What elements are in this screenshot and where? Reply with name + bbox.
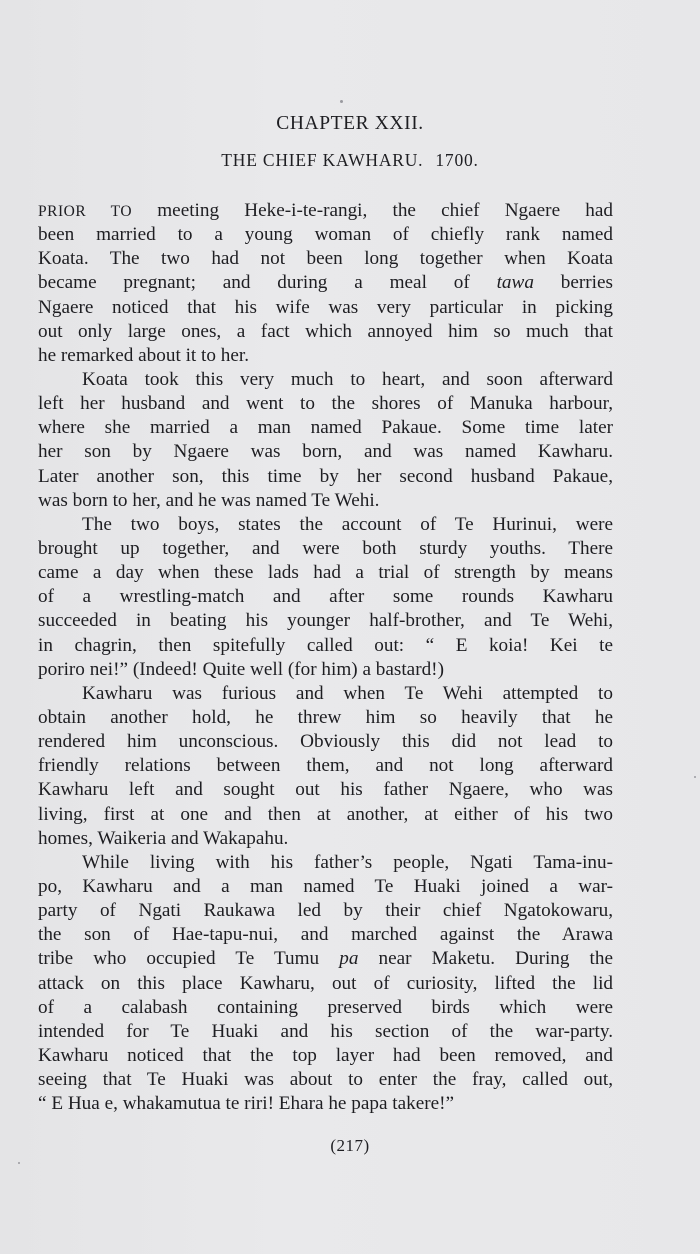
text-line [38,223,613,247]
line-text: po, Kawharu and a man named Te Huaki joined a war- [38,875,613,897]
line-text: obtain another hold, he threw him so heavily that he [38,706,613,728]
line-text: homes, Waikeria and Wakapahu. [38,827,289,849]
text-line [38,947,613,971]
body-text [38,199,613,1116]
line-text: The two boys, states the account of Te Hurinui, were [82,513,613,535]
chapter-title-text: THE CHIEF KAWHARU. [221,150,424,170]
line-text: was born to her, and he was named Te Wehi. [38,489,380,511]
text-line [38,368,613,392]
text-line [38,778,613,802]
line-text: Koata took this very much to heart, and soon afterward [82,368,613,390]
line-text: brought up together, and were both sturdy youths. There [38,537,613,559]
line-text: Kawharu left and sought out his father Ngaere, who was [38,779,613,801]
paper-speck [18,1162,20,1164]
text-line [38,634,613,658]
text-line [38,344,613,368]
text-line [38,537,613,561]
line-text: left her husband and went to the shores of Manuka harbour, [38,393,613,415]
line-text: Ngaere noticed that his wife was very particular in picking [38,296,613,318]
text-line [38,609,613,633]
lead-in-small-caps: PRIOR TO [38,203,133,220]
line-text: of a wrestling-match and after some rounds Kawharu [38,586,613,608]
paper-speck [340,100,343,103]
text-line [38,1020,613,1044]
line-text: succeeded in beating his younger half-brother, and Te Wehi, [38,610,613,632]
text-line [38,682,613,706]
line-text: the son of Hae-tapu-nui, and marched against the Arawa [38,924,613,946]
text-line [38,465,613,489]
text-line [38,923,613,947]
line-text: Kawharu noticed that the top layer had been removed, and [38,1044,613,1066]
italic-term: pa [339,948,359,970]
text-line [38,1044,613,1068]
text-line [38,899,613,923]
text-line [38,296,613,320]
text-line [38,706,613,730]
line-text: been married to a young woman of chiefly rank named [38,224,613,246]
chapter-year: 1700. [435,150,479,170]
line-text: where she married a man named Pakaue. Some time later [38,417,613,439]
text-line [38,199,613,223]
line-text: living, first at one and then at another, at either of his two [38,803,613,825]
line-text: poriro nei!” (Indeed! Quite well (for him) a bastard!) [38,658,444,680]
text-line [38,803,613,827]
text-line [38,440,613,464]
line-text: out only large ones, a fact which annoyed him so much that [38,320,613,342]
italic-term: tawa [496,272,534,294]
text-line [38,392,613,416]
paper-speck [694,776,696,778]
line-text: berries [533,272,613,294]
line-text: seeing that Te Huaki was about to enter the fray, called out, [38,1069,613,1091]
text-line [38,972,613,996]
line-text: became pregnant; and during a meal of [38,272,497,294]
line-text: Kawharu was furious and when Te Wehi attempted to [82,682,613,704]
line-text: intended for Te Huaki and his section of the war-party. [38,1020,613,1042]
text-line [38,247,613,271]
text-line [38,754,613,778]
line-text: came a day when these lads had a trial of strength by means [38,562,613,584]
text-line [38,489,613,513]
text-line [38,561,613,585]
text-line [38,416,613,440]
line-text: meeting Heke-i-te-rangi, the chief Ngaere had [132,200,613,221]
text-line [38,320,613,344]
text-line [38,585,613,609]
text-line [38,271,613,295]
line-text: rendered him unconscious. Obviously this did not lead to [38,731,613,753]
line-text: friendly relations between them, and not long afterward [38,755,613,777]
line-text: party of Ngati Raukawa led by their chief Ngatokowaru, [38,900,613,922]
line-text: her son by Ngaere was born, and was named Kawharu. [38,441,613,463]
text-line [38,1068,613,1092]
text-line [38,851,613,875]
text-line [38,996,613,1020]
text-line [38,730,613,754]
text-line [38,875,613,899]
text-line [38,827,613,851]
page-number: (217) [330,1136,370,1155]
line-text: in chagrin, then spitefully called out: “ E koia! Kei te [38,634,613,656]
text-line [38,513,613,537]
line-text: he remarked about it to her. [38,344,249,366]
line-text: tribe who occupied Te Tumu [38,948,340,970]
line-text: near Maketu. During the [358,948,613,970]
line-text: “ E Hua e, whakamutua te riri! Ehara he papa takere!” [38,1093,455,1115]
chapter-number: CHAPTER XXII. [276,113,424,134]
line-text: While living with his father’s people, Ngati Tama-inu- [82,851,613,873]
line-text: Later another son, this time by her second husband Pakaue, [38,465,613,487]
line-text: Koata. The two had not been long together when Koata [38,248,613,270]
line-text: of a calabash containing preserved birds which were [38,996,613,1018]
text-line [38,1092,613,1116]
text-line [38,658,613,682]
line-text: attack on this place Kawharu, out of curiosity, lifted the lid [38,972,613,994]
chapter-title [0,150,700,171]
